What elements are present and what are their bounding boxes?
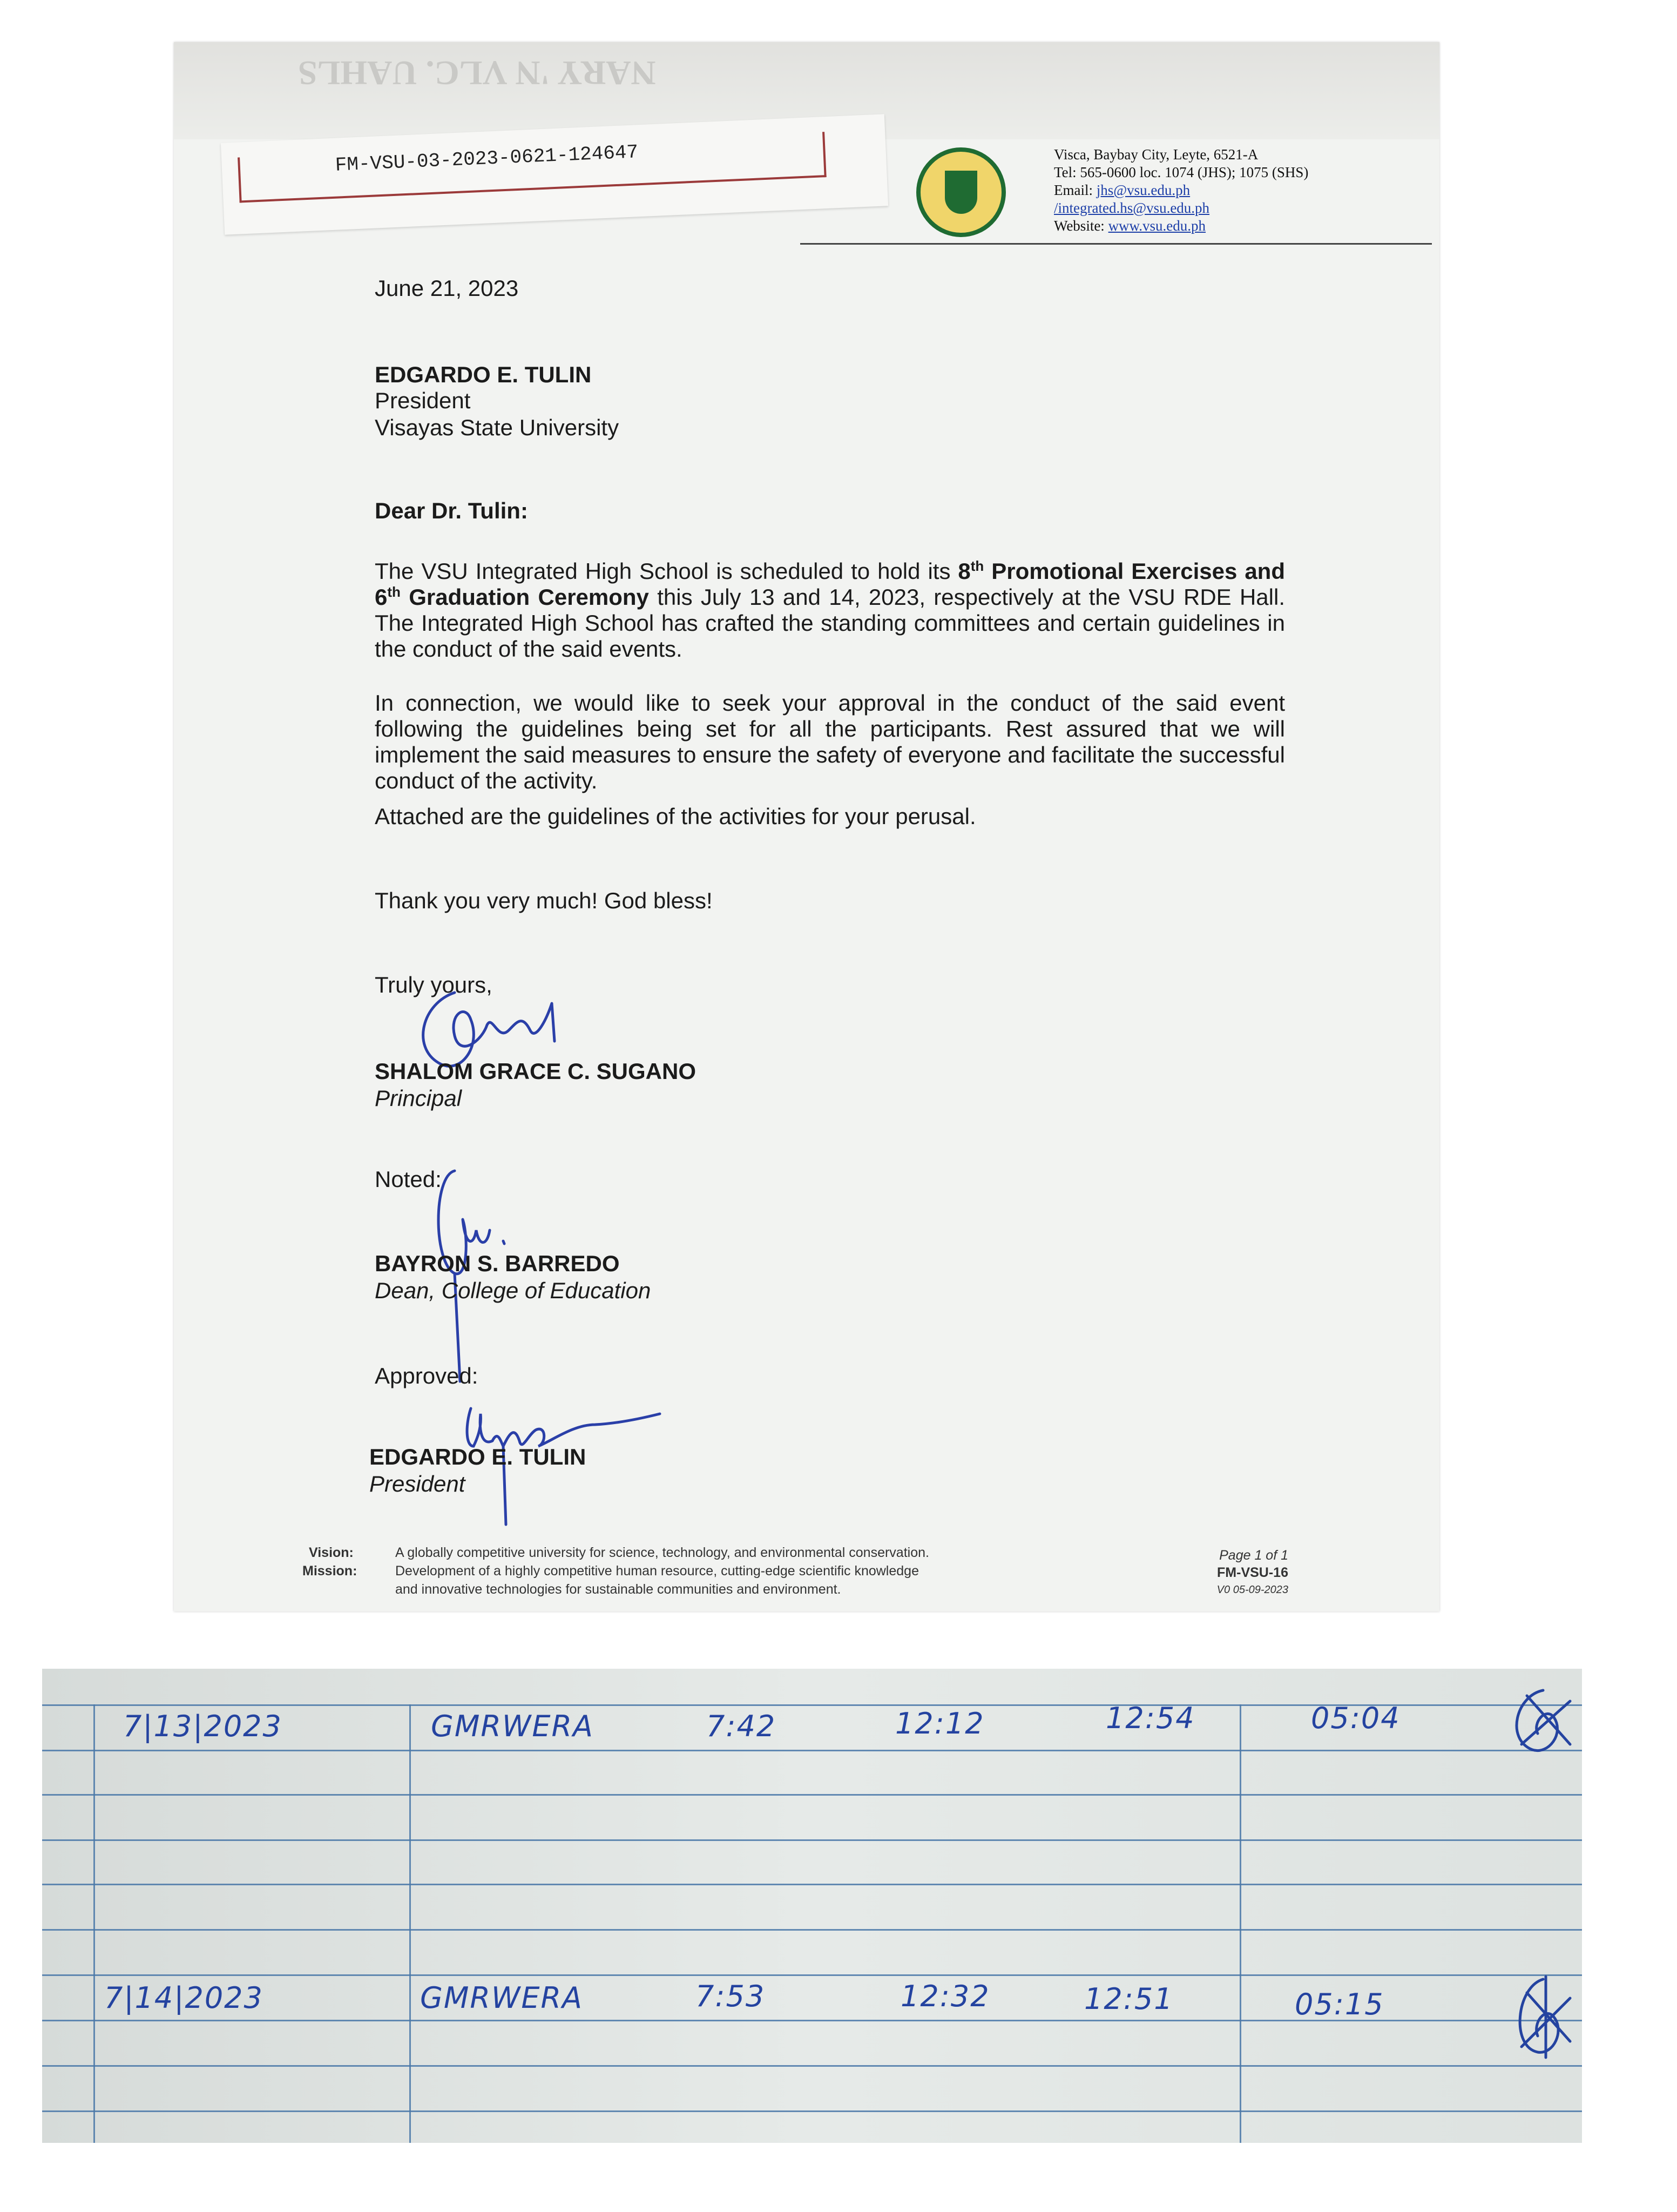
signer3-name: EDGARDO E. TULIN xyxy=(369,1444,586,1469)
vision-label: Vision: xyxy=(309,1545,354,1560)
website-link[interactable]: www.vsu.edu.ph xyxy=(1108,218,1206,234)
signer2-title: Dean, College of Education xyxy=(375,1278,651,1303)
bleed-through-text: NARY 'N VLC. UAHLS xyxy=(298,54,656,92)
ledger-time-in-1: 7:42 xyxy=(706,1709,776,1743)
noted-label: Noted: xyxy=(375,1166,442,1192)
ledger-rule xyxy=(42,2110,1582,2112)
recipient-name: EDGARDO E. TULIN xyxy=(375,362,592,387)
ledger-rule xyxy=(42,2065,1582,2067)
ledger-date-1: 7|13|2023 xyxy=(123,1709,282,1743)
paragraph-2: In connection, we would like to seek your approval in the conduct of the said event following the guidelines being set for all the participants. Rest assured that we will implement the said measures to ensure the safety of everyone and facilitate the successful conduct of the activity. xyxy=(375,690,1285,793)
ledger-rule xyxy=(42,1974,1582,1976)
signer3-title: President xyxy=(369,1471,465,1496)
ledger-time-out-pm-1: 05:04 xyxy=(1311,1701,1401,1735)
form-number: FM-VSU-16 xyxy=(1217,1565,1288,1580)
ledger-signature-1-icon xyxy=(1495,1680,1581,1761)
ledger-time-in-pm-1: 12:54 xyxy=(1106,1701,1195,1735)
paragraph-4: Thank you very much! God bless! xyxy=(375,888,713,913)
ledger-name-1: GMRWERA xyxy=(431,1709,594,1743)
signer2-name: BAYRON S. BARREDO xyxy=(375,1251,620,1276)
mission-label: Mission: xyxy=(302,1563,357,1579)
attendance-logbook xyxy=(42,1669,1582,2143)
website-line: Website: www.vsu.edu.ph xyxy=(1054,218,1206,234)
approved-label: Approved: xyxy=(375,1363,478,1388)
ledger-rule xyxy=(42,1750,1582,1751)
ledger-name-2: GMRWERA xyxy=(420,1981,583,2015)
ledger-signature-2-icon xyxy=(1495,1971,1581,2063)
ledger-time-in-2: 7:53 xyxy=(695,1979,766,2013)
ledger-column-line xyxy=(1240,1704,1241,2143)
signer1-title: Principal xyxy=(375,1085,462,1111)
recipient-org: Visayas State University xyxy=(375,415,619,440)
ledger-rule xyxy=(42,1884,1582,1885)
paragraph-1: The VSU Integrated High School is scheduled to hold its 8th Promotional Exercises and 6th Graduation Ceremony this July 13 and 14, 2023, respectively at the VSU RDE Hall. The Integrated High School has crafted the standing committees and certain guidelines in the conduct of the said events. xyxy=(375,558,1285,662)
form-code: FM-VSU-03-2023-0621-124647 xyxy=(334,141,639,177)
ledger-time-out-1: 12:12 xyxy=(895,1707,985,1741)
ledger-rule xyxy=(42,1929,1582,1931)
paragraph-3: Attached are the guidelines of the activities for your perusal. xyxy=(375,804,976,829)
vision-text: A globally competitive university for science, technology, and environmental conservation. xyxy=(395,1545,929,1560)
version-number: V0 05-09-2023 xyxy=(1216,1584,1288,1596)
salutation: Dear Dr. Tulin: xyxy=(375,498,528,523)
ledger-rule xyxy=(42,1839,1582,1841)
email-link[interactable]: jhs@vsu.edu.ph xyxy=(1096,182,1191,198)
seal-shield-icon xyxy=(945,171,977,214)
email-line: Email: jhs@vsu.edu.ph xyxy=(1054,182,1191,198)
closing: Truly yours, xyxy=(375,972,492,997)
approval-letter xyxy=(174,42,1439,1611)
recipient-title: President xyxy=(375,388,471,413)
contact-block xyxy=(1054,146,1308,235)
mission-text-1: Development of a highly competitive human resource, cutting-edge scientific knowledge xyxy=(395,1563,919,1579)
mission-text-2: and innovative technologies for sustainable communities and environment. xyxy=(395,1582,841,1597)
ledger-date-2: 7|14|2023 xyxy=(104,1981,263,2015)
ledger-column-line xyxy=(93,1704,95,2143)
header-rule xyxy=(800,243,1432,245)
tel-line: Tel: 565-0600 loc. 1074 (JHS); 1075 (SHS) xyxy=(1054,164,1309,180)
university-seal-icon xyxy=(916,147,1006,237)
ledger-column-line xyxy=(409,1704,411,2143)
page-number: Page 1 of 1 xyxy=(1219,1548,1288,1563)
ledger-rule xyxy=(42,1794,1582,1796)
ledger-time-out-pm-2: 05:15 xyxy=(1295,1987,1384,2021)
address-line: Visca, Baybay City, Leyte, 6521-A xyxy=(1054,146,1259,163)
email-link-2[interactable]: /integrated.hs@vsu.edu.ph xyxy=(1054,200,1210,216)
signer1-name: SHALOM GRACE C. SUGANO xyxy=(375,1058,697,1084)
letter-date: June 21, 2023 xyxy=(375,275,519,301)
ledger-time-out-2: 12:32 xyxy=(901,1979,990,2013)
ledger-time-in-pm-2: 12:51 xyxy=(1084,1982,1174,2016)
